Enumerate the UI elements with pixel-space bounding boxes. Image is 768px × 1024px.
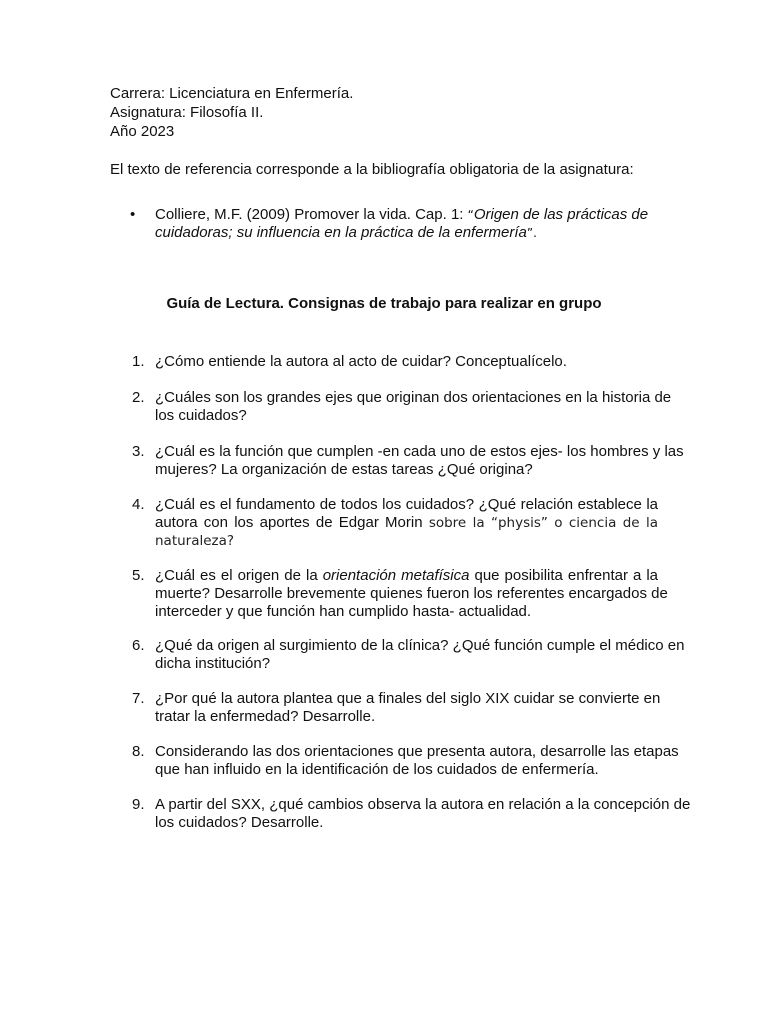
question-line: muerte? Desarrolle brevemente quienes fueron los referentes encargados de <box>155 585 668 602</box>
question-line <box>155 567 658 585</box>
question-text <box>155 353 658 371</box>
question-number: 9. <box>132 796 145 813</box>
question-number: 3. <box>132 443 145 460</box>
bullet-mark: • <box>130 206 136 223</box>
question-line-alt: sobre la “physis” o ciencia de la <box>428 515 658 531</box>
question-number: 4. <box>132 496 145 513</box>
bibliography-citation: Colliere, M.F. (2009) Promover la vida. Cap. 1: <box>155 206 468 223</box>
bibliography-chapter-title-part1: Origen de las prácticas de <box>473 206 649 223</box>
year-line: Año 2023 <box>110 123 175 140</box>
question-line: los cuidados? <box>155 407 247 424</box>
question-line: ¿Cuál es la función que cumplen -en cada uno de estos ejes- los hombres y las <box>155 443 684 460</box>
question-number: 2. <box>132 389 145 406</box>
question-text <box>155 443 684 479</box>
question-line: ¿Cómo entiende la autora al acto de cuidar? Conceptualícelo. <box>155 353 567 370</box>
question-text <box>155 743 679 779</box>
question-line: ¿Cuáles son los grandes ejes que originan dos orientaciones en la historia de <box>155 389 672 406</box>
bibliography-line-1 <box>155 206 655 224</box>
question-line: mujeres? La organización de estas tareas ¿Qué origina? <box>155 461 533 478</box>
question-line: interceder y que función han cumplido hasta- actualidad. <box>155 603 532 620</box>
bibliography-quote-open: “ <box>467 208 474 222</box>
question-number: 7. <box>132 690 145 707</box>
question-line-pre: ¿Cuál es el origen de la <box>155 567 323 584</box>
bibliography-line-2 <box>155 224 655 242</box>
guide-title: Guía de Lectura. Consignas de trabajo para realizar en grupo <box>166 295 602 312</box>
question-line: A partir del SXX, ¿qué cambios observa la autora en relación a la concepción de <box>155 796 691 813</box>
question-line: Considerando las dos orientaciones que presenta autora, desarrolle las etapas <box>155 743 679 760</box>
question-line-plain: autora con los aportes de Edgar Morin <box>155 514 429 531</box>
question-line: tratar la enfermedad? Desarrolle. <box>155 708 376 725</box>
question-text <box>155 389 672 425</box>
question-number: 5. <box>132 567 145 584</box>
question-number: 6. <box>132 637 145 654</box>
question-line: los cuidados? Desarrolle. <box>155 814 324 831</box>
question-line-italic: orientación metafísica <box>322 567 470 584</box>
question-text <box>155 690 661 726</box>
question-line: dicha institución? <box>155 655 271 672</box>
bibliography-chapter-title-part2: cuidadoras; su influencia en la práctica de la enfermería <box>155 224 527 241</box>
document-header <box>110 84 353 141</box>
question-text <box>155 637 685 673</box>
question-number: 8. <box>132 743 145 760</box>
bibliography-text <box>155 206 655 242</box>
question-line: ¿Cuál es el fundamento de todos los cuidados? ¿Qué relación establece la <box>155 496 658 513</box>
question-line: ¿Por qué la autora plantea que a finales del siglo XIX cuidar se convierte en <box>155 690 661 707</box>
question-line-post: que posibilita enfrentar a la <box>469 567 659 584</box>
question-text <box>155 496 658 550</box>
question-line: ¿Qué da origen al surgimiento de la clínica? ¿Qué función cumple el médico en <box>155 637 685 654</box>
bibliography-quote-close: ”. <box>526 226 537 240</box>
question-text <box>155 796 691 832</box>
question-number: 1. <box>132 353 145 370</box>
career-line: Carrera: Licenciatura en Enfermería. <box>110 85 354 102</box>
subject-line: Asignatura: Filosofía II. <box>110 104 264 121</box>
question-line <box>155 514 658 532</box>
question-text <box>155 567 668 621</box>
question-line: naturaleza? <box>155 533 235 549</box>
intro-paragraph: El texto de referencia corresponde a la bibliografía obligatoria de la asignatura: <box>110 161 634 178</box>
question-line: que han influido en la identificación de los cuidados de enfermería. <box>155 761 599 778</box>
